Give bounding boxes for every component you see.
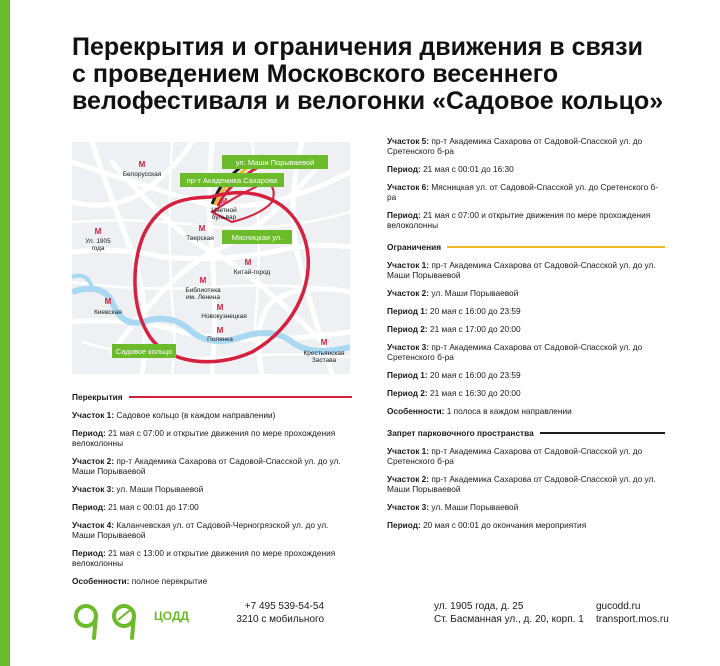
list-item [387,260,665,280]
list-item [387,474,665,494]
item-text: пр-т Академика Сахарова от Садовой-Спасской ул. до ул. Маши Порываевой [387,260,656,280]
item-text: пр-т Академика Сахарова от Садовой-Спасской ул. до Сретенского б-ра [387,342,643,362]
item-label: Участок 1: [387,260,430,270]
item-label: Период: [72,502,106,512]
closures-heading: Перекрытия [72,392,123,402]
metro-icon: M [199,276,207,285]
restrictions-line [447,246,665,249]
item-text: пр-т Академика Сахарова от Садовой-Спасской ул. до Сретенского б-ра [387,136,643,156]
item-text: пр-т Академика Сахарова от Садовой-Спасской ул. до ул. Маши Порываевой [387,474,656,494]
station-biblioteka-2: им. Ленина [185,294,221,301]
station-1905-1: Ул. 1905 [85,238,111,245]
parking-heading: Запрет парковочного пространства [387,428,534,438]
station-kitaigorod: Китай-город [233,269,271,276]
item-label: Участок 1: [72,410,115,420]
parking-list [387,446,665,530]
parking-header [387,428,665,438]
item-text: 21 мая с 16:30 до 20:00 [429,388,521,398]
title-line-1: Перекрытия и ограничения движения в связи [72,33,643,61]
route-label-sadovoe-text: Садовое кольцо [115,347,173,356]
contacts-address [434,600,584,626]
list-item [387,342,665,362]
restrictions-list [387,260,665,416]
item-label: Период 1: [387,370,428,380]
list-item [72,456,352,476]
title-line-3: велофестиваля и велогонки «Садовое кольцо» [72,87,664,115]
item-text: полное перекрытие [131,576,208,586]
list-item [72,520,352,540]
item-label: Период 2: [387,324,428,334]
list-item [387,406,665,416]
metro-icon: M [244,258,252,267]
address-1: ул. 1905 года, д. 25 [434,601,524,612]
station-kievskaya: Киевская [94,309,122,316]
item-text: 21 мая с 00:01 до 16:30 [423,164,514,174]
metro-icon: M [216,303,224,312]
route-label-sakharova-text: пр-т Академика Сахарова [186,176,278,185]
item-label: Особенности: [72,576,130,586]
station-belorusskaya: Белорусская [122,171,162,178]
station-krestyanskaya-1: Крестьянская [303,350,345,357]
route-label-sadovoe [112,344,176,358]
station-biblioteka-1: Библиотека [185,287,221,294]
restrictions-header [387,242,665,252]
item-label: Участок 3: [72,484,115,494]
closures-section [72,392,352,586]
list-item [387,388,665,398]
list-item [72,502,352,512]
item-text: 21 мая с 07:00 и открытие движения по мере прохождения велоколонны [72,428,336,448]
right-column [387,136,665,530]
item-label: Период: [72,548,106,558]
accent-bar [0,0,10,666]
station-novokuznetskaya: Новокузнецкая [201,313,247,320]
route-map [72,142,350,374]
item-text: 1 полоса в каждом направлении [446,406,572,416]
list-item [72,484,352,494]
item-label: Период 2: [387,388,428,398]
item-label: Участок 5: [387,136,430,146]
list-item [387,210,665,230]
item-label: Особенности: [387,406,445,416]
item-label: Период: [72,428,106,438]
item-text: пр-т Академика Сахарова от Садовой-Спасской ул. до ул. Маши Порываевой [72,456,341,476]
closures-line [129,396,352,399]
item-text: Мясницкая ул. от Садовой-Спасской ул. до Сретенского б-ра [387,182,659,202]
list-item [387,164,665,174]
contacts-sites [596,600,669,626]
item-label: Участок 6: [387,182,430,192]
item-text: ул. Маши Порываевой [116,484,204,494]
item-text: 20 мая с 16:00 до 23:59 [429,370,521,380]
closures-header [72,392,352,402]
page-title [72,34,672,115]
list-item [72,410,352,420]
item-text: пр-т Академика Сахарова от Садовой-Спасской ул. до Сретенского б-ра [387,446,643,466]
metro-icon: M [220,197,228,206]
title-line-2: с проведением Московского весеннего [72,60,559,88]
map-canvas [72,142,350,374]
brand-name: ЦОДД [154,609,190,623]
list-item [387,370,665,380]
item-text: 21 мая с 17:00 до 20:00 [429,324,521,334]
route-label-mashi [222,155,328,169]
list-item [72,548,352,568]
item-label: Период 1: [387,306,428,316]
closures-list [72,410,352,586]
item-label: Участок 2: [387,474,430,484]
item-label: Период: [387,210,421,220]
metro-icon: M [320,338,328,347]
route-label-mashi-text: ул. Маши Порываевой [235,158,315,167]
list-item [387,324,665,334]
station-1905-2: года [91,245,105,252]
station-krestyanskaya-2: Застава [311,357,337,364]
list-item [72,576,352,586]
list-item [387,446,665,466]
item-label: Период: [387,520,421,530]
parking-line [540,432,665,435]
station-polyanka: Полянка [207,336,233,343]
item-text: 21 мая с 00:01 до 17:00 [108,502,199,512]
list-item [72,428,352,448]
list-item [387,502,665,512]
closures-cont-list [387,136,665,230]
route-label-myasnitskaya [222,230,292,244]
item-text: Садовое кольцо (в каждом направлении) [116,410,276,420]
list-item [387,288,665,298]
list-item [387,136,665,156]
item-text: ул. Маши Порываевой [431,288,519,298]
item-label: Период: [387,164,421,174]
list-item [387,182,665,202]
metro-icon: M [198,224,206,233]
phone-number[interactable]: +7 495 539-54-54 [244,601,324,612]
mobile-number: 3210 с мобильного [236,614,324,625]
item-text: ул. Маши Порываевой [431,502,519,512]
item-label: Участок 2: [72,456,115,466]
item-text: 21 мая с 13:00 и открытие движения по мере прохождения велоколонны [72,548,336,568]
route-label-myasnitskaya-text: Мясницкая ул. [231,233,283,242]
route-label-sakharova [180,173,284,187]
item-label: Участок 2: [387,288,430,298]
metro-icon: M [104,297,112,306]
item-text: 20 мая с 00:01 до окончания мероприятия [423,520,587,530]
station-tsvetnoy-1: Цветной [211,207,237,214]
metro-icon: M [216,326,224,335]
list-item [387,306,665,316]
site-link-1[interactable]: gucodd.ru [596,601,641,612]
metro-icon: M [138,160,146,169]
item-label: Участок 1: [387,446,430,456]
station-tsvetnoy-2: бульвар [211,214,237,221]
metro-icon: M [94,227,102,236]
item-text: 20 мая с 16:00 до 23:59 [429,306,521,316]
item-label: Участок 3: [387,342,430,352]
station-tverskaya: Тверская [186,235,214,242]
item-label: Участок 4: [72,520,115,530]
item-text: Каланчевская ул. от Садовой-Черногрязской ул. до ул. Маши Порываевой [72,520,329,540]
list-item [387,520,665,530]
address-2: Ст. Басманная ул., д. 20, корп. 1 [434,614,584,625]
site-link-2[interactable]: transport.mos.ru [596,614,669,625]
footer [72,600,692,640]
item-text: 21 мая с 07:00 и открытие движения по мере прохождения велоколонны [387,210,651,230]
item-label: Участок 3: [387,502,430,512]
restrictions-heading: Ограничения [387,242,442,252]
